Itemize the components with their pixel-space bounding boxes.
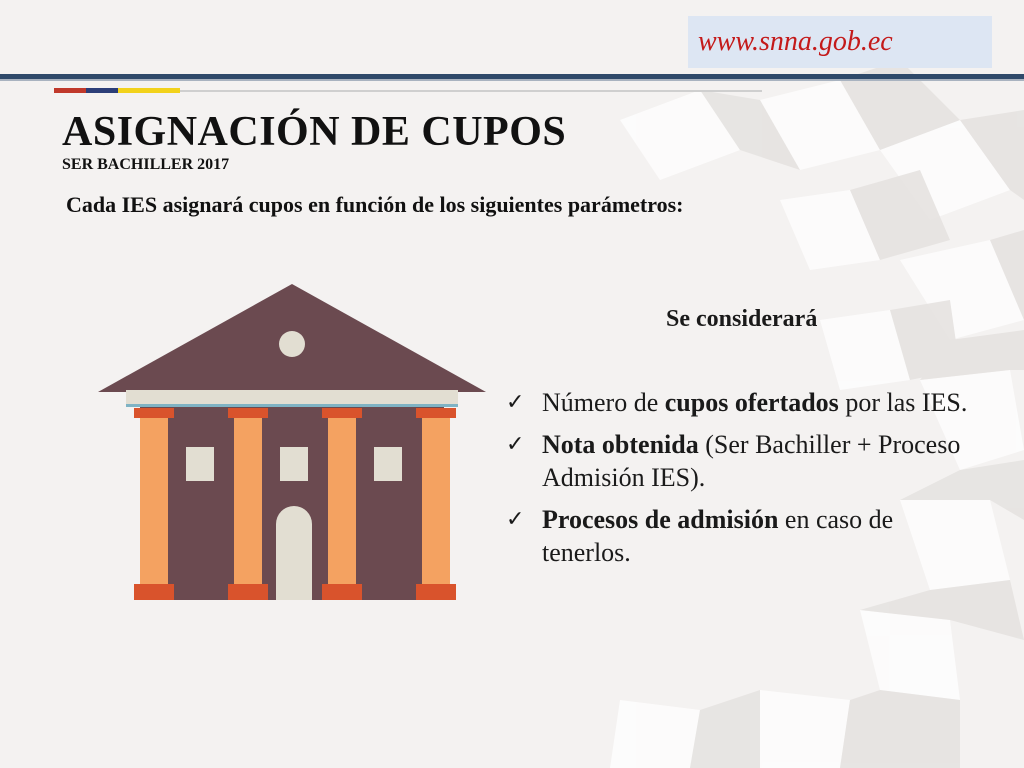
accent-bar-red	[54, 88, 86, 93]
building-icon	[96, 282, 488, 602]
list-item: ✓ Número de cupos ofertados por las IES.	[506, 388, 968, 417]
accent-rule	[180, 90, 762, 92]
check-icon: ✓	[506, 390, 525, 415]
page-subtitle: SER BACHILLER 2017	[62, 156, 230, 173]
list-item: ✓ Procesos de admisión en caso de tenerlos.	[506, 505, 894, 567]
check-icon: ✓	[506, 432, 525, 457]
consider-heading: Se considerará	[666, 306, 818, 332]
intro-text: Cada IES asignará cupos en función de los siguientes parámetros:	[66, 192, 684, 217]
check-icon: ✓	[506, 507, 525, 532]
website-url[interactable]: www.snna.gob.ec	[688, 16, 992, 68]
accent-bar-navy	[86, 88, 118, 93]
list-item: ✓ Nota obtenida (Ser Bachiller + Proceso Admisión IES).	[506, 430, 961, 492]
accent-bar-yellow	[118, 88, 180, 93]
parameter-list	[498, 386, 968, 578]
header-rule-light	[0, 79, 1024, 81]
page-title: ASIGNACIÓN DE CUPOS	[62, 109, 567, 155]
